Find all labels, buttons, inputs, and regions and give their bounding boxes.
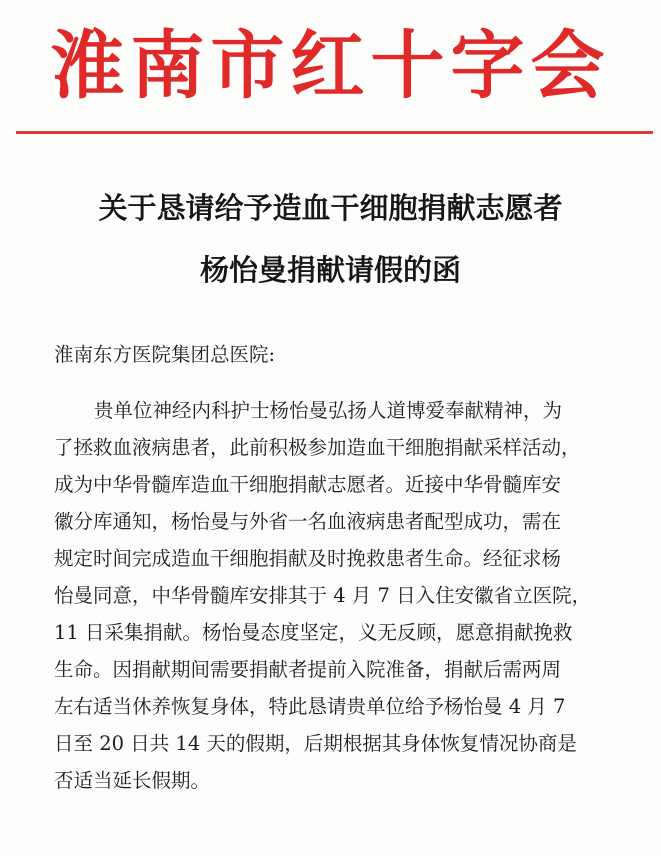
salutation: 淮南东方医院集团总医院: [54,343,276,366]
body-line: 11 日采集捐献。杨怡曼态度坚定，义无反顾，愿意捐献挽救 [54,621,573,644]
body-line: 徽分库通知，杨怡曼与外省一名血液病患者配型成功，需在 [54,510,562,533]
letter-body [54,392,654,799]
body-line: 左右适当休养恢复身体，特此恳请贵单位给予杨怡曼 4 月 7 [54,695,566,718]
document-title-line-2: 杨怡曼捐献请假的函 [199,253,461,287]
body-line: 规定时间完成造血干细胞捐献及时挽救患者生命。经征求杨 [54,547,562,570]
body-line: 否适当延长假期。 [54,769,211,792]
document-title-line-1: 关于恳请给予造血干细胞捐献志愿者 [98,191,563,225]
body-line: 怡曼同意，中华骨髓库安排其于 4 月 7 日入住安徽省立医院， [54,584,592,607]
letterhead-divider [16,131,653,134]
body-line: 了拯救血液病患者，此前积极参加造血干细胞捐献采样活动， [54,436,581,459]
body-line: 贵单位神经内科护士杨怡曼弘扬人道博爱奉献精神，为 [94,399,563,422]
letterhead-title: 淮南市红十字会 [50,23,611,109]
body-line: 生命。因捐献期间需要捐献者提前入院准备，捐献后需两周 [54,658,562,681]
body-line: 成为中华骨髓库造血干细胞捐献志愿者。近接中华骨髓库安 [54,473,562,496]
body-line: 日至 20 日共 14 天的假期，后期根据其身体恢复情况协商是 [54,732,577,755]
